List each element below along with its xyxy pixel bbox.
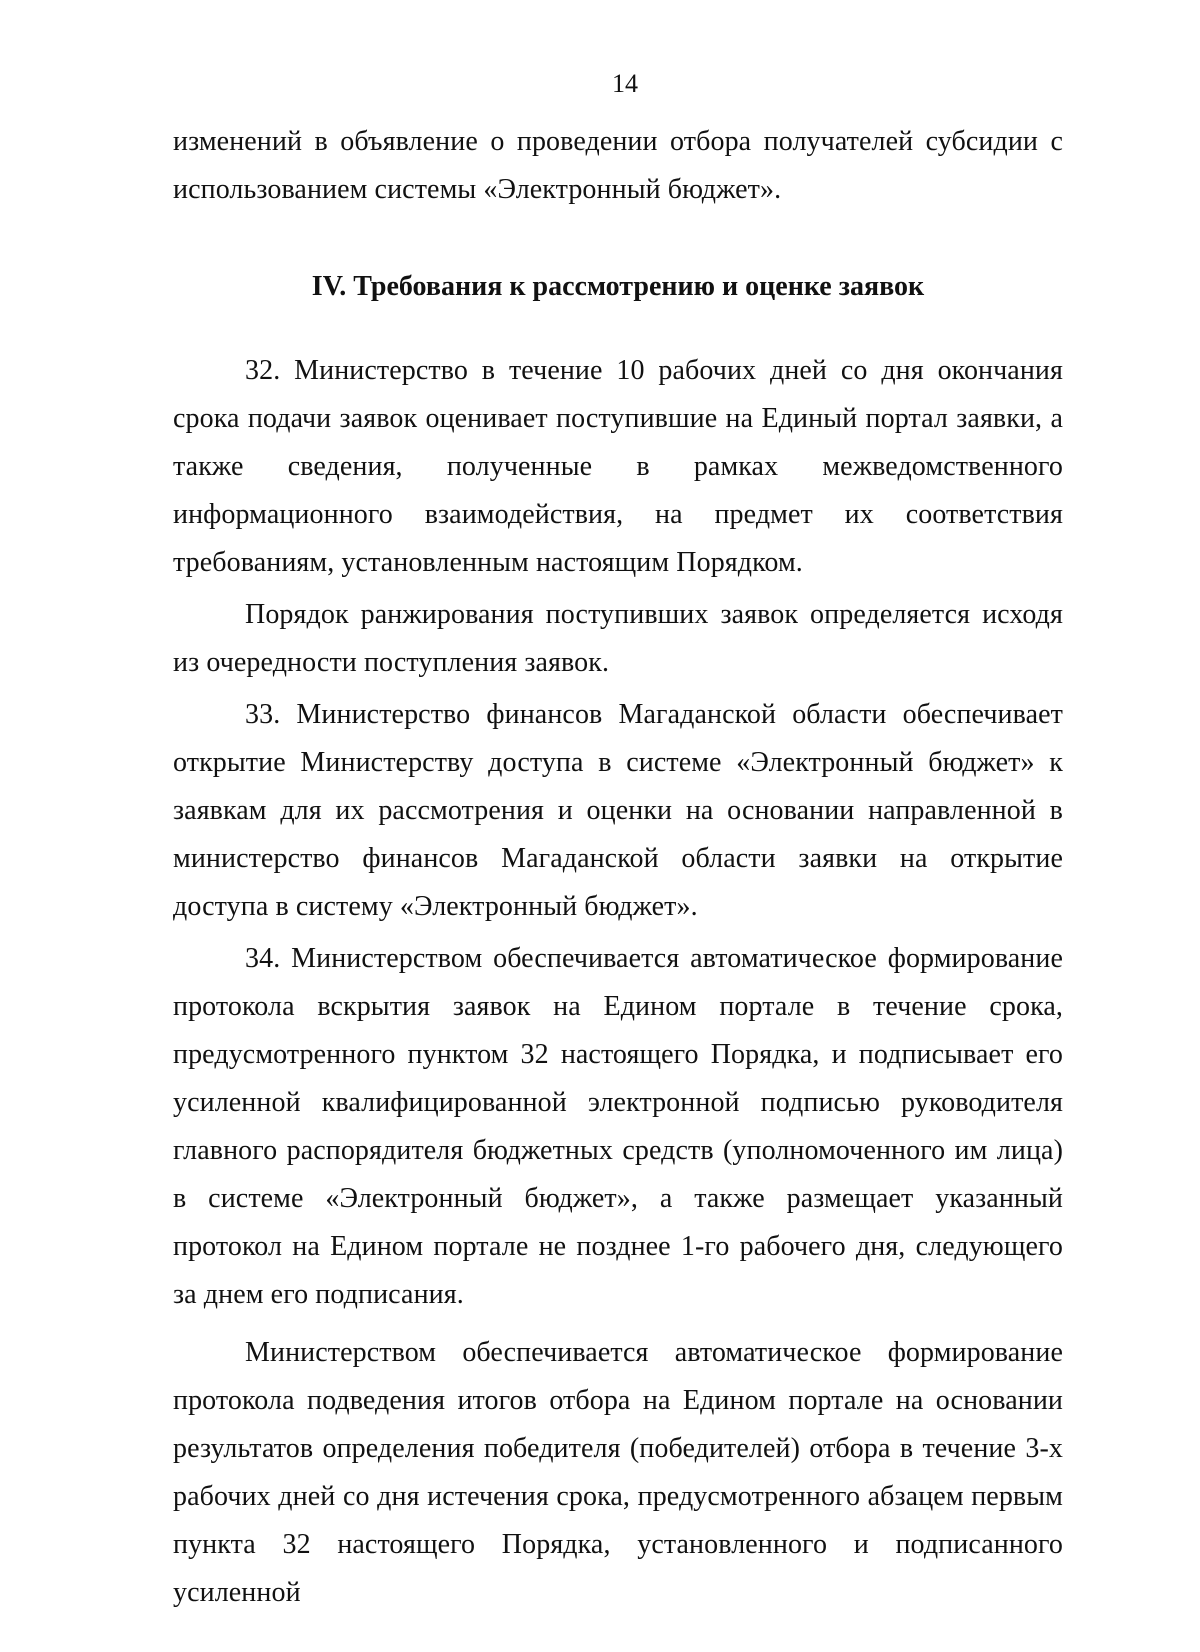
paragraph-34: 34. Министерством обеспечивается автоматическое формирование протокола вскрытия заявок на Едином портале в течение срока, предусмотренного пунктом 32 настоящего Порядка, и подписывает его усиленной квалифицированной электронной подписью руководителя главного распорядителя бюджетных средств (уполномоченного им лица) в системе «Электронный бюджет», а также размещает указанный протокол на Едином портале не позднее 1-го рабочего дня, следующего за днем его подписания. [173, 943, 1063, 1310]
intro-paragraph: изменений в объявление о проведении отбора получателей субсидии с использованием системы «Электронный бюджет». [173, 126, 1063, 205]
intro-text-block [173, 118, 1063, 214]
paragraph-33: 33. Министерство финансов Магаданской области обеспечивает открытие Министерству доступа в системе «Электронный бюджет» к заявкам для их рассмотрения и оценки на основании направленной в министерство финансов Магаданской области заявки на открытие доступа в систему «Электронный бюджет». [173, 699, 1063, 922]
paragraph-results-protocol: Министерством обеспечивается автоматическое формирование протокола подведения итогов отбора на Едином портале на основании результатов определения победителя (победителей) отбора в течение 3-х рабочих дней со дня истечения срока, предусмотренного абзацем первым пункта 32 настоящего Порядка, установленного и подписанного усиленной [173, 1337, 1063, 1608]
paragraph-32: 32. Министерство в течение 10 рабочих дней со дня окончания срока подачи заявок оценивает поступившие на Единый портал заявки, а также сведения, полученные в рамках межведомственного информационного взаимодействия, на предмет их соответствия требованиям, установленным настоящим Порядком. [173, 355, 1063, 578]
section-heading: IV. Требования к рассмотрению и оценке заявок [311, 271, 925, 302]
body-text-block [173, 347, 1063, 1617]
paragraph-ranking-order: Порядок ранжирования поступивших заявок определяется исходя из очередности поступления заявок. [173, 599, 1063, 678]
page-number: 14 [612, 69, 638, 98]
